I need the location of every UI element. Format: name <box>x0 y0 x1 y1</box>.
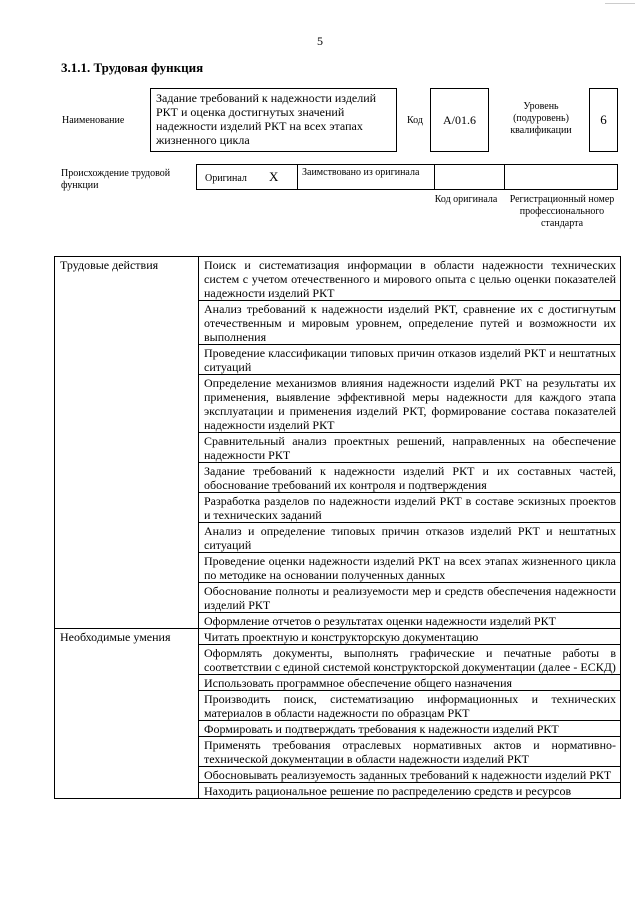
table-row <box>55 257 621 301</box>
skill-item: Производить поиск, систематизацию информационных и технических материалов в области надежности по образцам РКТ <box>199 691 621 721</box>
page-number: 5 <box>317 34 323 48</box>
labor-action-item: Поиск и систематизация информации в области надежности технических систем с учетом отечественного и мирового опыта с целью оценки показателей надежности изделий РКТ <box>199 257 621 301</box>
original-cell <box>197 165 298 189</box>
level-value: 6 <box>600 112 607 127</box>
labor-action-item: Разработка разделов по надежности изделий РКТ в составе эскизных проектов и технических заданий <box>199 493 621 523</box>
labor-action-item: Проведение оценки надежности изделий РКТ на всех этапах жизненного цикла по методике на основании полученных данных <box>199 553 621 583</box>
labor-action-item: Анализ требований к надежности изделий РКТ, сравнение их с достигнутым отечественным и мировым уровнем, определение путей и возможности их выполнения <box>199 301 621 345</box>
function-table <box>54 256 621 799</box>
function-name-box <box>150 88 397 152</box>
labor-action-item: Задание требований к надежности изделий РКТ и их составных частей, обоснование требований их контроля и подтверждения <box>199 463 621 493</box>
code-box <box>430 88 489 152</box>
code-label: Код <box>407 115 423 126</box>
code-value: А/01.6 <box>443 112 476 127</box>
name-label: Наименование <box>62 115 125 126</box>
origin-row <box>196 164 618 190</box>
labor-action-item: Сравнительный анализ проектных решений, направленных на обеспечение надежности РКТ <box>199 433 621 463</box>
skill-item: Находить рациональное решение по распределению средств и ресурсов <box>199 783 621 799</box>
code-caption: Код оригинала <box>434 194 498 205</box>
original-label: Оригинал <box>205 173 247 184</box>
borrowed-cell <box>298 165 435 189</box>
section-title: 3.1.1. Трудовая функция <box>61 60 204 75</box>
reg-number-cell <box>505 165 617 189</box>
skill-item: Оформлять документы, выполнять графические и печатные работы в соответствии с единой системой конструкторской документации (далее - ЕСКД) <box>199 645 621 675</box>
origin-label: Происхождение трудовой функции <box>61 168 171 191</box>
skill-item: Обосновывать реализуемость заданных требований к надежности изделий РКТ <box>199 767 621 783</box>
level-label: Уровень (подуровень) квалификации <box>510 101 572 136</box>
function-name: Задание требований к надежности изделий РКТ и оценка достигнутых значений надежности изделий РКТ на всех этапах жизненного цикла <box>156 91 377 147</box>
level-box <box>589 88 618 152</box>
required-skills-label: Необходимые умения <box>55 629 199 799</box>
original-code-cell <box>435 165 505 189</box>
skill-item: Применять требования отраслевых нормативных актов и нормативно-технической документации в области надежности изделий РКТ <box>199 737 621 767</box>
labor-actions-label: Трудовые действия <box>55 257 199 629</box>
labor-action-item: Обоснование полноты и реализуемости мер и средств обеспечения надежности изделий РКТ <box>199 583 621 613</box>
skill-item: Использовать программное обеспечение общего назначения <box>199 675 621 691</box>
table-row <box>55 629 621 645</box>
skill-item: Формировать и подтверждать требования к надежности изделий РКТ <box>199 721 621 737</box>
scan-artifact <box>605 3 635 4</box>
labor-action-item: Проведение классификации типовых причин отказов изделий РКТ и нештатных ситуаций <box>199 345 621 375</box>
borrowed-label: Заимствовано из оригинала <box>302 167 420 178</box>
labor-action-item: Определение механизмов влияния надежности изделий РКТ на результаты их применения, выявление эффективной меры надежности для каждого этапа эксплуатации и применения изделий РКТ, формирование состава показателей надежности изделий РКТ <box>199 375 621 433</box>
labor-action-item: Анализ и определение типовых причин отказов изделий РКТ и нештатных ситуаций <box>199 523 621 553</box>
skill-item: Читать проектную и конструкторскую документацию <box>199 629 621 645</box>
labor-action-item: Оформление отчетов о результатах оценки надежности изделий РКТ <box>199 613 621 629</box>
reg-caption: Регистрационный номер профессионального стандарта <box>509 194 615 229</box>
original-mark: Х <box>269 169 279 184</box>
